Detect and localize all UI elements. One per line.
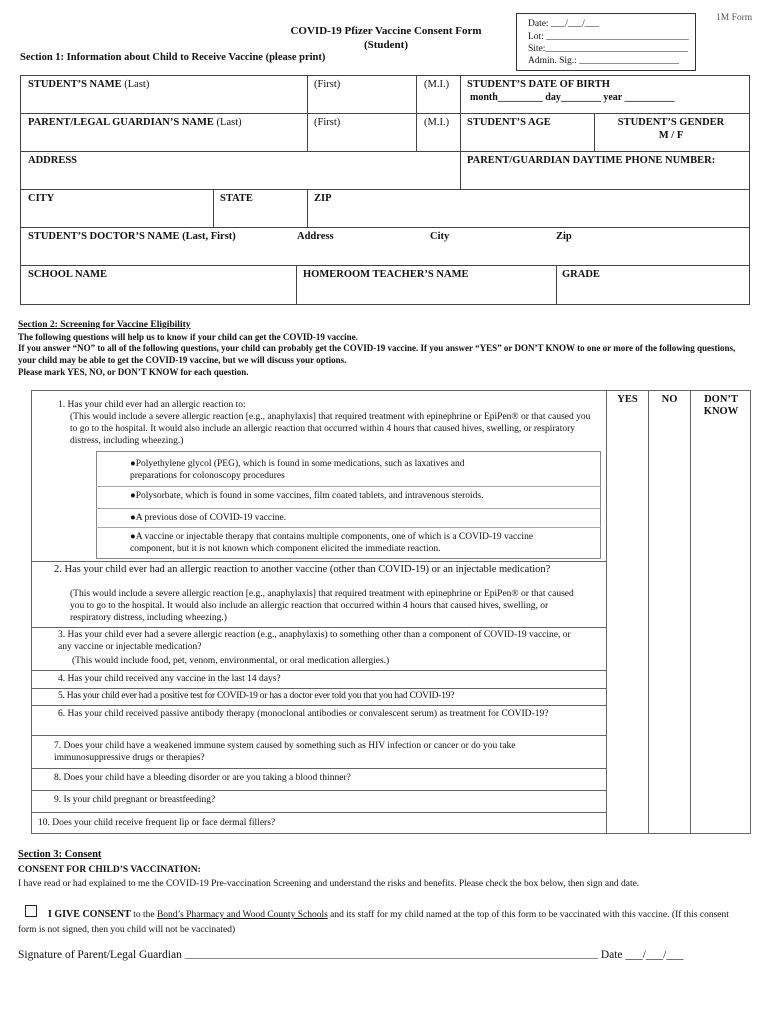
consent-statement <box>18 907 748 938</box>
form-code: 1M Form <box>716 13 753 23</box>
student-age-label[interactable]: STUDENT’S AGE <box>467 117 551 128</box>
question-1: 1. Has your child ever had an allergic reaction to: <box>58 400 246 410</box>
section2-title: Section 2: Screening for Vaccine Eligibility <box>18 320 191 330</box>
school-name-label[interactable]: SCHOOL NAME <box>28 269 108 280</box>
doctor-city-label[interactable]: City <box>430 231 450 242</box>
doctor-zip-label[interactable]: Zip <box>556 231 572 242</box>
student-name-field[interactable] <box>28 79 149 90</box>
section2-intro-1: The following questions will help us to know if your child can get the COVID-19 vaccine. <box>18 332 358 342</box>
student-gender-options[interactable]: M / F <box>658 130 684 141</box>
guardian-name-label: PARENT/LEGAL GUARDIAN’S NAME <box>28 117 214 128</box>
form-title: COVID-19 Pfizer Vaccine Consent Form <box>290 25 482 37</box>
student-name-label: STUDENT’S NAME <box>28 79 122 90</box>
question-3: 3. Has your child ever had a severe allergic reaction (e.g., anaphylaxis) to something other than a component of COVID-19 vaccine, or any vaccine or injectable medication? <box>58 630 571 652</box>
homeroom-teacher-label[interactable]: HOMEROOM TEACHER’S NAME <box>303 269 469 280</box>
dob-fields[interactable]: month_________ day________ year __________ <box>470 92 675 103</box>
give-consent-label: I GIVE CONSENT <box>48 909 131 920</box>
question-1-injectable: ●A vaccine or injectable therapy that contains multiple components, one of which is a COVID-19 vaccine component, but it is not known which component elicited the immediate reaction. <box>130 532 534 554</box>
consent-to-text: to the <box>130 910 157 920</box>
question-5: 5. Has your child ever had a positive test for COVID-19 or has a doctor ever told you that you had COVID-19? <box>58 691 455 701</box>
column-dont-know: DON’T KNOW <box>703 394 739 417</box>
doctor-address-label[interactable]: Address <box>297 231 334 242</box>
admin-signature[interactable]: Admin. Sig.: _____________________ <box>528 56 679 66</box>
guardian-first-label[interactable]: (First) <box>314 117 341 128</box>
consent-heading: CONSENT FOR CHILD’S VACCINATION: <box>18 865 201 875</box>
doctor-name-label[interactable]: STUDENT’S DOCTOR’S NAME (Last, First) <box>28 231 236 242</box>
pharmacy-name: Bond’s Pharmacy and Wood County Schools <box>156 910 328 920</box>
signature-row <box>18 949 684 961</box>
question-9: 9. Is your child pregnant or breastfeeding? <box>54 795 216 805</box>
column-yes: YES <box>617 394 638 405</box>
question-8: 8. Does your child have a bleeding disorder or are you taking a blood thinner? <box>54 773 351 783</box>
question-10: 10. Does your child receive frequent lip or face dermal fillers? <box>38 818 276 828</box>
student-first-label[interactable]: (First) <box>314 79 341 90</box>
student-mi-label[interactable]: (M.I.) <box>424 79 450 90</box>
dob-label: STUDENT’S DATE OF BIRTH <box>467 79 610 90</box>
student-last-label: (Last) <box>124 79 150 90</box>
admin-lot[interactable]: Lot: ______________________________ <box>528 32 689 42</box>
question-6: 6. Has your child received passive antibody therapy (monoclonal antibodies or convalescent serum) as treatment for COVID-19? <box>58 709 549 719</box>
admin-date[interactable]: Date: ___/___/___ <box>528 19 599 29</box>
guardian-last-label: (Last) <box>216 117 242 128</box>
signature-line[interactable]: _______________________________________________________________________________________ <box>184 951 598 961</box>
section1-title: Section 1: Information about Child to Receive Vaccine (please print) <box>20 52 326 63</box>
zip-label[interactable]: ZIP <box>314 193 332 204</box>
section2-intro-3: Please mark YES, NO, or DON’T KNOW for each question. <box>18 367 249 377</box>
city-label[interactable]: CITY <box>28 193 55 204</box>
address-label[interactable]: ADDRESS <box>28 155 78 166</box>
admin-site[interactable]: Site:______________________________ <box>528 44 688 54</box>
question-3-note: (This would include food, pet, venom, environmental, or oral medication allergies.) <box>72 656 390 666</box>
question-1-peg: ●Polyethylene glycol (PEG), which is found in some medications, such as laxatives and preparations for colonoscopy procedures <box>130 459 465 481</box>
signature-date-line[interactable]: ___/___/___ <box>625 949 684 961</box>
section3-title: Section 3: Consent <box>18 849 102 860</box>
question-1-polysorbate: ●Polysorbate, which is found in some vaccines, film coated tablets, and intravenous steroids. <box>130 491 484 501</box>
phone-label[interactable]: PARENT/GUARDIAN DAYTIME PHONE NUMBER: <box>467 155 716 166</box>
signature-date-label: Date <box>600 949 623 961</box>
question-1-note: (This would include a severe allergic reaction [e.g., anaphylaxis] that required treatment with epinephrine or EpiPen® or that caused you to go to the hospital. It would also include an allergic reaction that occurred within 4 hours that caused hives, swelling, or respiratory distress, including wheezing.) <box>70 412 591 446</box>
grade-label[interactable]: GRADE <box>562 269 600 280</box>
question-2-note: (This would include a severe allergic reaction [e.g., anaphylaxis] that required treatment with epinephrine or EpiPen® or that caused you to go to the hospital. It would also include an allergic reaction that occurred within 4 hours that caused hives, swelling, or respiratory distress, including wheezing.) <box>70 589 574 623</box>
section2-intro-2: If you answer “NO” to all of the following questions, your child can probably get the COVID-19 vaccine. If you answer “YES” or DON’T KNOW to one or more of the following questions, your child may be able to get the COVID-19 vaccine, but we will discuss your options. <box>18 343 736 365</box>
consent-text: I have read or had explained to me the COVID-19 Pre-vaccination Screening and understand the risks and benefits. Please check the box below, then sign and date. <box>18 879 640 889</box>
signature-label: Signature of Parent/Legal Guardian <box>18 949 182 961</box>
guardian-mi-label[interactable]: (M.I.) <box>424 117 450 128</box>
question-7: 7. Does your child have a weakened immune system caused by something such as HIV infection or cancer or do you take immunosuppressive drugs or therapies? <box>54 741 516 763</box>
question-1-previous-dose: ●A previous dose of COVID-19 vaccine. <box>130 513 287 523</box>
column-no: NO <box>661 394 678 405</box>
question-4: 4. Has your child received any vaccine in the last 14 days? <box>58 674 281 684</box>
form-subtitle: (Student) <box>363 39 408 51</box>
state-label[interactable]: STATE <box>220 193 253 204</box>
question-2: 2. Has your child ever had an allergic reaction to another vaccine (other than COVID-19) or an injectable medication? <box>54 564 551 575</box>
consent-rest-text: and its staff for my child named at the top of this form to be vaccinated with this vaccine. (If this consent form is not signed, then you child will not be vaccinated) <box>18 910 729 935</box>
guardian-name-field[interactable] <box>28 117 242 128</box>
student-gender-label: STUDENT’S GENDER <box>617 117 725 128</box>
